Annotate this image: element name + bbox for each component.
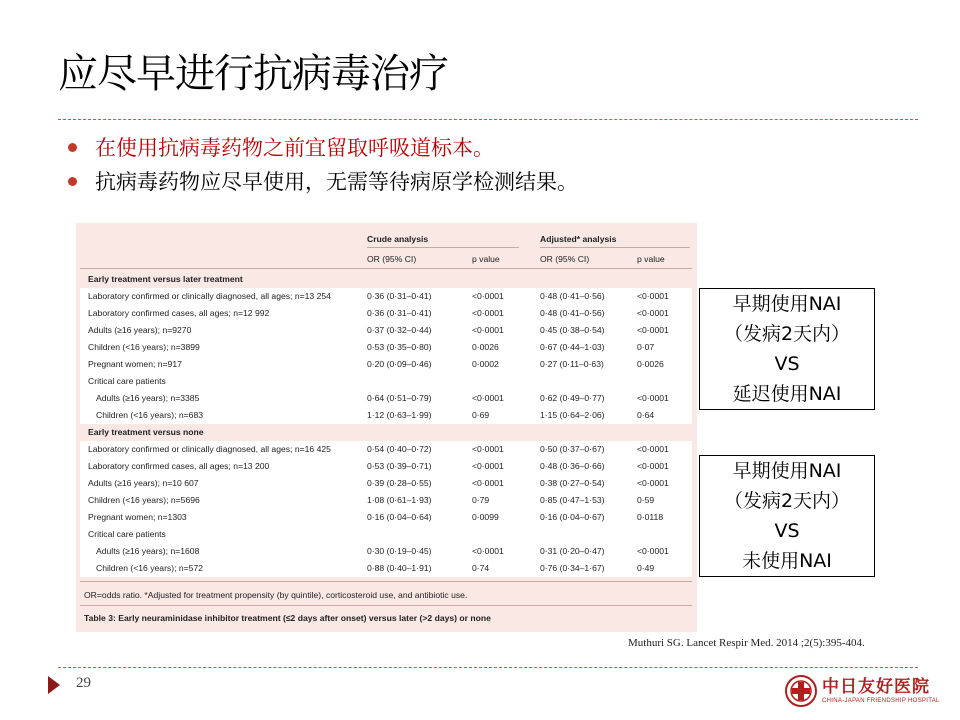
col-header-or-crude: OR (95% CI) [367, 254, 417, 264]
row-label: Laboratory confirmed or clinically diagnosed, all ages; n=13 254 [88, 291, 331, 301]
slide-title: 应尽早进行抗病毒治疗 [58, 51, 448, 97]
table-row [80, 441, 692, 458]
box-line: 未使用NAI [742, 550, 832, 572]
adjusted-or-cell: 0·48 (0·41–0·56) [540, 308, 605, 318]
row-label: Adults (≥16 years); n=3385 [96, 393, 200, 403]
adjusted-p-cell: <0·0001 [637, 393, 669, 403]
crude-p-cell: <0·0001 [472, 444, 504, 454]
adjusted-p-cell: 0·0118 [637, 512, 664, 522]
hospital-emblem-icon [784, 674, 818, 708]
table-row [80, 373, 692, 390]
adjusted-p-cell: <0·0001 [637, 325, 669, 335]
crude-p-cell: 0·0002 [472, 359, 499, 369]
adjusted-or-cell: 0·27 (0·11–0·63) [540, 359, 604, 369]
crude-analysis-header: Crude analysis [367, 234, 429, 244]
adjusted-or-cell: 0·76 (0·34–1·67) [540, 563, 605, 573]
row-label: Pregnant women; n=1303 [88, 512, 187, 522]
row-label: Children (<16 years); n=5696 [88, 495, 200, 505]
bullet-list [68, 130, 578, 198]
bullet-dot-icon [68, 177, 77, 186]
table-footnote: OR=odds ratio. *Adjusted for treatment propensity (by quintile), corticosteroid use, and antibiotic use. [84, 590, 468, 600]
table-row [80, 543, 692, 560]
crude-or-cell: 0·30 (0·19–0·45) [367, 546, 432, 556]
crude-p-cell: 0·69 [472, 410, 490, 420]
adjusted-p-cell: 0·49 [637, 563, 655, 573]
footer-divider [58, 667, 918, 668]
row-label: Laboratory confirmed or clinically diagnosed, all ages; n=16 425 [88, 444, 331, 454]
table-row [80, 356, 692, 373]
row-label: Children (<16 years); n=572 [96, 563, 204, 573]
table-caption: Table 3: Early neuraminidase inhibitor treatment (≤2 days after onset) versus later (>2 days) or none [84, 613, 491, 623]
crude-p-cell: <0·0001 [472, 291, 504, 301]
box-line: 延迟使用NAI [732, 383, 842, 405]
adjusted-p-cell: 0·59 [637, 495, 655, 505]
crude-p-cell: <0·0001 [472, 308, 504, 318]
comparison-box-none [699, 455, 875, 577]
row-label: Critical care patients [88, 529, 166, 539]
table-row [80, 560, 692, 577]
crude-or-cell: 0·53 (0·35–0·80) [367, 342, 432, 352]
row-label: Laboratory confirmed cases, all ages; n=12 992 [88, 308, 270, 318]
adjusted-or-cell: 1·15 (0·64–2·06) [540, 410, 605, 420]
row-label: Children (<16 years); n=3899 [88, 342, 200, 352]
adjusted-or-cell: 0·62 (0·49–0·77) [540, 393, 605, 403]
results-table [76, 223, 697, 632]
header-rule [367, 247, 519, 248]
crude-p-cell: 0·0026 [472, 342, 499, 352]
adjusted-or-cell: 0·45 (0·38–0·54) [540, 325, 605, 335]
adjusted-or-cell: 0·48 (0·41–0·56) [540, 291, 605, 301]
adjusted-p-cell: <0·0001 [637, 478, 669, 488]
adjusted-p-cell: <0·0001 [637, 461, 669, 471]
crude-or-cell: 0·88 (0·40–1·91) [367, 563, 432, 573]
bullet-item [68, 130, 578, 164]
col-header-p-crude: p value [472, 254, 500, 264]
table-section-row [80, 424, 692, 441]
adjusted-or-cell: 0·85 (0·47–1·53) [540, 495, 605, 505]
box-line: （发病2天内） [723, 323, 851, 345]
table-row [80, 509, 692, 526]
row-label: Adults (≥16 years); n=1608 [96, 546, 200, 556]
table-row [80, 526, 692, 543]
bullet-text: 抗病毒药物应尽早使用，无需等待病原学检测结果。 [95, 170, 578, 194]
bullet-text: 在使用抗病毒药物之前宜留取呼吸道标本。 [95, 136, 494, 160]
header-rule [540, 247, 690, 248]
crude-or-cell: 1·12 (0·63–1·99) [367, 410, 432, 420]
adjusted-p-cell: <0·0001 [637, 546, 669, 556]
hospital-logo [784, 674, 940, 708]
adjusted-p-cell: 0·0026 [637, 359, 664, 369]
table-row [80, 458, 692, 475]
table-row [80, 475, 692, 492]
crude-or-cell: 0·37 (0·32–0·44) [367, 325, 432, 335]
bullet-dot-icon [68, 143, 77, 152]
header-bottom-rule [80, 268, 692, 269]
box-line: 早期使用NAI [732, 460, 842, 482]
row-label: Pregnant women; n=917 [88, 359, 182, 369]
row-label: Adults (≥16 years); n=10 607 [88, 478, 199, 488]
col-header-or-adjusted: OR (95% CI) [540, 254, 590, 264]
adjusted-p-cell: <0·0001 [637, 308, 669, 318]
crude-p-cell: 0·79 [472, 495, 490, 505]
table-row [80, 339, 692, 356]
logo-english-name: CHINA-JAPAN FRIENDSHIP HOSPITAL [822, 698, 940, 704]
play-arrow-icon [48, 676, 60, 694]
adjusted-p-cell: <0·0001 [637, 291, 669, 301]
table-row [80, 492, 692, 509]
adjusted-p-cell: 0·64 [637, 410, 655, 420]
box-line: 早期使用NAI [732, 293, 842, 315]
crude-p-cell: <0·0001 [472, 546, 504, 556]
title-divider [58, 119, 918, 120]
crude-p-cell: <0·0001 [472, 325, 504, 335]
row-label: Laboratory confirmed cases, all ages; n=13 200 [88, 461, 270, 471]
crude-p-cell: <0·0001 [472, 478, 504, 488]
crude-or-cell: 0·54 (0·40–0·72) [367, 444, 432, 454]
crude-p-cell: <0·0001 [472, 461, 504, 471]
crude-or-cell: 0·36 (0·31–0·41) [367, 291, 432, 301]
crude-p-cell: <0·0001 [472, 393, 504, 403]
table-row [80, 288, 692, 305]
caption-rule [80, 605, 692, 606]
row-label: Children (<16 years); n=683 [96, 410, 204, 420]
citation: Muthuri SG. Lancet Respir Med. 2014 ;2(5):395-404. [628, 637, 865, 649]
table-bottom-rule [80, 581, 692, 582]
section-label: Early treatment versus later treatment [88, 274, 243, 284]
adjusted-analysis-header: Adjusted* analysis [540, 234, 617, 244]
logo-chinese-name: 中日友好医院 [822, 677, 930, 697]
row-label: Adults (≥16 years); n=9270 [88, 325, 192, 335]
adjusted-or-cell: 0·31 (0·20–0·47) [540, 546, 605, 556]
comparison-box-delayed [699, 288, 875, 410]
crude-or-cell: 0·53 (0·39–0·71) [367, 461, 432, 471]
crude-p-cell: 0·0099 [472, 512, 499, 522]
crude-p-cell: 0·74 [472, 563, 490, 573]
adjusted-or-cell: 0·48 (0·36–0·66) [540, 461, 605, 471]
adjusted-or-cell: 0·50 (0·37–0·67) [540, 444, 605, 454]
crude-or-cell: 0·20 (0·09–0·46) [367, 359, 432, 369]
crude-or-cell: 1·08 (0·61–1·93) [367, 495, 432, 505]
adjusted-or-cell: 0·67 (0·44–1·03) [540, 342, 605, 352]
table-row [80, 305, 692, 322]
table-row [80, 390, 692, 407]
page-number: 29 [76, 675, 91, 691]
box-line: （发病2天内） [723, 490, 851, 512]
box-line: VS [774, 520, 800, 542]
adjusted-or-cell: 0·16 (0·04–0·67) [540, 512, 605, 522]
crude-or-cell: 0·64 (0·51–0·79) [367, 393, 432, 403]
box-line: VS [774, 353, 800, 375]
adjusted-or-cell: 0·38 (0·27–0·54) [540, 478, 605, 488]
crude-or-cell: 0·16 (0·04–0·64) [367, 512, 432, 522]
adjusted-p-cell: <0·0001 [637, 444, 669, 454]
table-row [80, 322, 692, 339]
section-label: Early treatment versus none [88, 427, 204, 437]
crude-or-cell: 0·36 (0·31–0·41) [367, 308, 432, 318]
col-header-p-adjusted: p value [637, 254, 665, 264]
adjusted-p-cell: 0·07 [637, 342, 655, 352]
table-section-row [80, 271, 692, 288]
row-label: Critical care patients [88, 376, 166, 386]
bullet-item [68, 164, 578, 198]
crude-or-cell: 0·39 (0·28–0·55) [367, 478, 432, 488]
table-row [80, 407, 692, 424]
